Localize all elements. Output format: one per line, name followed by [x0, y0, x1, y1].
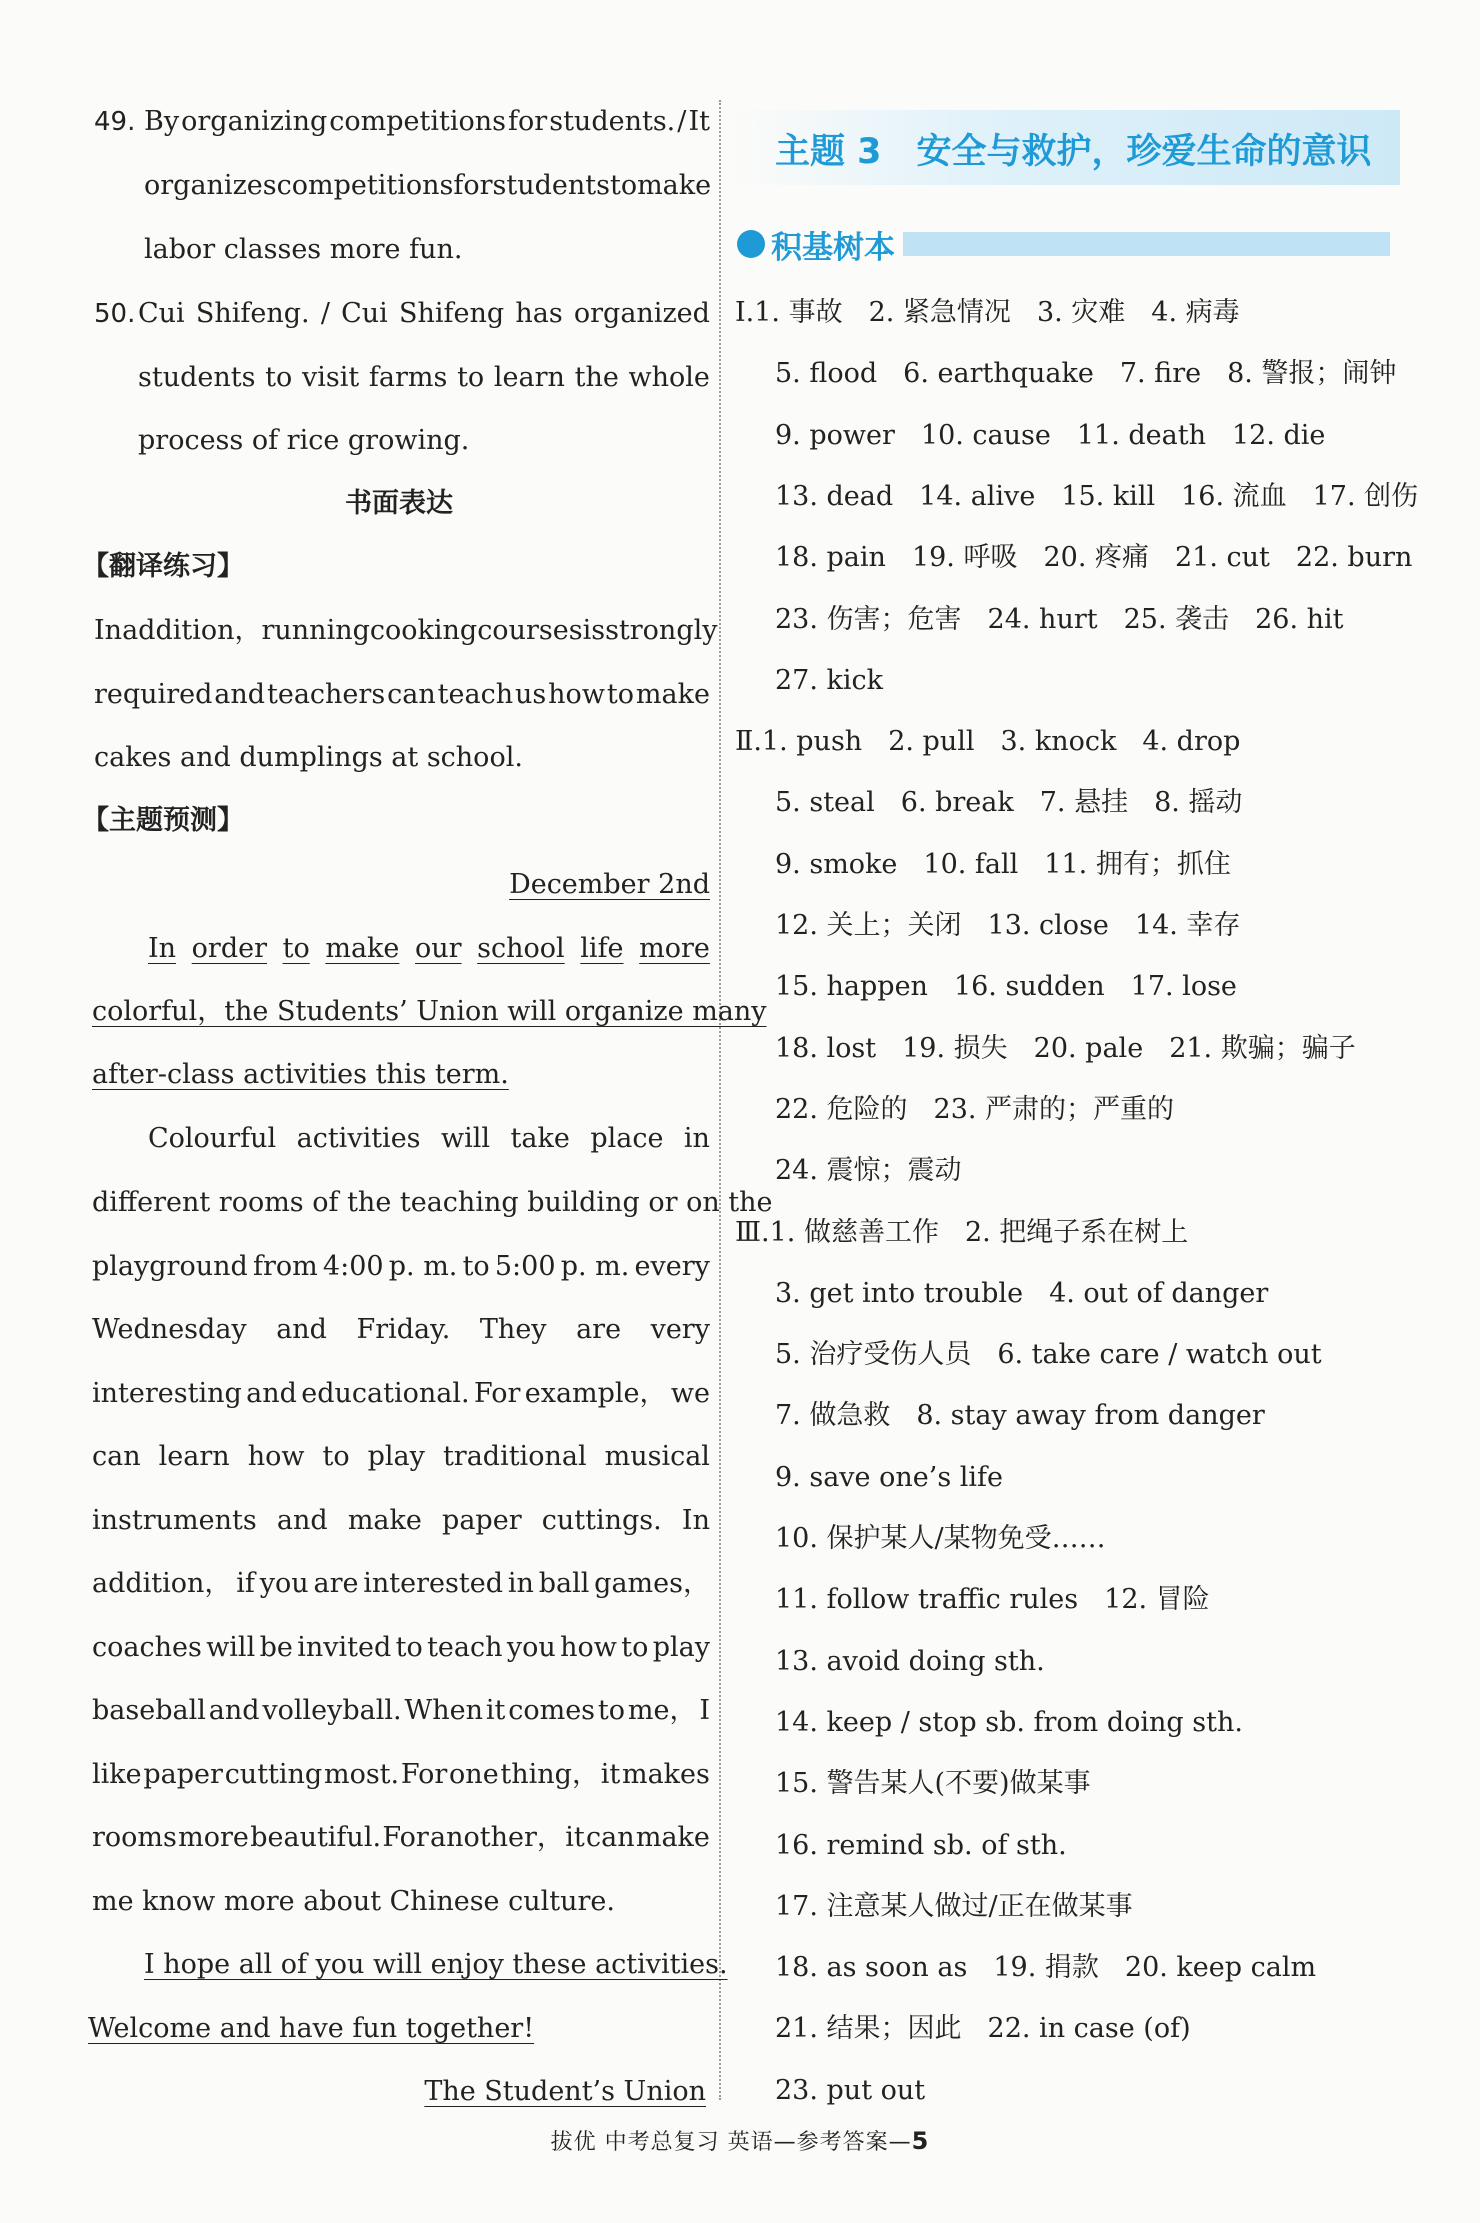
word: addition，running — [122, 615, 370, 646]
answer-item: 2. pull — [888, 726, 975, 757]
answer-row — [775, 1151, 988, 1191]
word: traditional — [442, 1441, 587, 1472]
word: organizes — [144, 170, 277, 201]
word: Colourful — [148, 1123, 277, 1154]
word: educational. — [301, 1378, 470, 1409]
word: be — [259, 1632, 293, 1663]
p1-line-3: after-class activities this term. — [92, 1059, 509, 1090]
answer-item: 18. as soon as — [775, 1952, 968, 1983]
word: strongly — [605, 615, 718, 646]
answer-row — [775, 1703, 1269, 1743]
word: you — [506, 1632, 556, 1663]
word: interesting — [92, 1378, 242, 1409]
prediction-label: 【主题预测】 — [82, 805, 244, 836]
answer-item: 7. fire — [1119, 358, 1202, 389]
word: whole — [628, 362, 710, 393]
word: to — [322, 1441, 350, 1472]
word: coaches — [92, 1632, 202, 1663]
answer-item: 15. 警告某人(不要)做某事 — [775, 1768, 1091, 1799]
word: are — [576, 1314, 622, 1345]
answer-item: 22. 危险的 — [775, 1094, 908, 1125]
answer-row — [775, 2009, 1217, 2049]
word: will — [206, 1632, 256, 1663]
footer-text: 拔优 中考总复习 英语—参考答案— — [550, 2130, 912, 2155]
word: students — [492, 170, 610, 201]
answer-item: 14. keep / stop sb. from doing sth. — [775, 1707, 1243, 1738]
answer-row — [775, 1948, 1342, 1988]
answer-item: 18. lost — [775, 1033, 877, 1064]
word: / — [677, 106, 687, 137]
word: example， — [524, 1378, 667, 1409]
answer-item: 21. 欺骗；骗子 — [1169, 1033, 1356, 1064]
answer-row — [775, 354, 1422, 394]
word: 5:00 — [494, 1251, 556, 1282]
word: every — [634, 1251, 710, 1282]
word: In — [681, 1505, 710, 1536]
answer-row — [775, 1274, 1294, 1314]
answer-item: 2. 把绳子系在树上 — [964, 1217, 1189, 1248]
word: is — [582, 615, 606, 646]
word: can — [387, 679, 436, 710]
word: we — [670, 1378, 710, 1409]
answer-item: 7. 悬挂 — [1039, 787, 1129, 818]
answer-item: 4. drop — [1142, 726, 1241, 757]
answer-row — [775, 1642, 1071, 1682]
answer-item: 13. close — [987, 910, 1109, 941]
word: courses — [477, 615, 583, 646]
answer-item: Ⅰ.1. 事故 — [735, 297, 843, 328]
column-divider — [719, 100, 721, 2100]
answer-item: 4. out of danger — [1049, 1278, 1269, 1309]
answer-item: 26. hit — [1255, 604, 1344, 635]
word: p. m. — [560, 1251, 630, 1282]
answer-item: Ⅲ.1. 做慈善工作 — [735, 1217, 939, 1248]
answer-item: 11. follow traffic rules — [775, 1584, 1079, 1615]
word: teach — [437, 679, 514, 710]
word: It — [688, 106, 710, 137]
word: thing， — [500, 1759, 599, 1790]
word: to — [597, 1695, 626, 1726]
answer-item: 8. 摇动 — [1154, 787, 1243, 818]
letter-date: December 2nd — [509, 869, 710, 900]
page-number: 5 — [911, 2127, 930, 2155]
word: and — [276, 1505, 328, 1536]
word: and — [208, 1695, 260, 1726]
word: make — [637, 170, 712, 201]
word: play — [367, 1441, 425, 1472]
word: Cui — [341, 298, 388, 329]
word: required — [94, 679, 213, 710]
word: play — [652, 1632, 710, 1663]
answer-item: 12. 关上；关闭 — [775, 910, 962, 941]
answer-item: 17. 创伤 — [1312, 481, 1419, 512]
word: Friday. — [356, 1314, 451, 1345]
answer-item: 5. flood — [775, 358, 878, 389]
word: and — [246, 1378, 297, 1409]
word: organizing — [181, 106, 328, 137]
q50-number: 50. — [94, 299, 136, 329]
word: very — [650, 1314, 710, 1345]
answer-item: 21. cut — [1175, 542, 1270, 573]
word: are — [313, 1568, 359, 1599]
answer-item: 6. earthquake — [903, 358, 1094, 389]
translation-line-2 — [94, 675, 710, 715]
answer-row — [735, 293, 1266, 333]
word: in — [507, 1568, 534, 1599]
signature: The Student’s Union — [424, 2076, 706, 2107]
word: more — [639, 933, 710, 964]
section-header — [735, 224, 1390, 264]
answer-row — [775, 600, 1370, 640]
answer-row — [775, 1764, 1117, 1804]
word: Cui — [138, 298, 185, 329]
answer-item: 8. stay away from danger — [916, 1400, 1265, 1431]
p3-line-1: I hope all of you will enjoy these activities. — [144, 1949, 728, 1980]
answer-item: 17. lose — [1130, 971, 1237, 1002]
word: baseball — [92, 1695, 206, 1726]
word: students — [138, 362, 256, 393]
answer-item: 3. knock — [1000, 726, 1117, 757]
answer-row — [735, 722, 1266, 762]
word: and — [276, 1314, 327, 1345]
writing-heading: 书面表达 — [345, 488, 453, 519]
answer-item: 20. keep calm — [1124, 1952, 1317, 1983]
answer-item: 14. 幸存 — [1134, 910, 1241, 941]
word: For — [473, 1378, 521, 1409]
answer-item: 9. save one’s life — [775, 1462, 1003, 1493]
word: teachers — [267, 679, 386, 710]
answer-row — [775, 1029, 1382, 1069]
word: you — [259, 1568, 309, 1599]
word: games， — [594, 1568, 710, 1599]
word: learn — [158, 1441, 230, 1472]
answer-item: 11. 拥有；抓住 — [1044, 849, 1231, 880]
word: For — [382, 1822, 429, 1853]
word: us — [515, 679, 547, 710]
word: teach — [427, 1632, 503, 1663]
q49-number: 49. — [94, 107, 136, 137]
word: more — [178, 1822, 249, 1853]
answer-item: 23. put out — [775, 2075, 926, 2106]
word: farms — [368, 362, 448, 393]
word: will — [441, 1123, 491, 1154]
word: When — [404, 1695, 483, 1726]
word: can — [585, 1822, 635, 1853]
word: can — [92, 1441, 141, 1472]
answer-item: 6. take care / watch out — [997, 1339, 1322, 1370]
answer-item: 5. steal — [775, 787, 875, 818]
section-bullet-icon — [737, 230, 765, 258]
topic-title: 主题 3 安全与救护，珍爱生命的意识 — [775, 132, 1372, 172]
word: For — [400, 1759, 448, 1790]
p2-line-13: me know more about Chinese culture. — [92, 1886, 615, 1917]
answer-item: 16. sudden — [953, 971, 1105, 1002]
word: and — [214, 679, 266, 710]
word: me， — [627, 1695, 697, 1726]
word: In — [148, 933, 177, 964]
answer-item: 17. 注意某人做过/正在做某事 — [775, 1891, 1133, 1922]
answer-row — [775, 1090, 1200, 1130]
answer-row — [775, 1580, 1236, 1620]
word: another， — [430, 1822, 564, 1853]
translation-line-3: cakes and dumplings at school. — [94, 742, 523, 773]
answer-item: 5. 治疗受伤人员 — [775, 1339, 972, 1370]
answer-item: 6. break — [900, 787, 1014, 818]
answer-item: 16. 流血 — [1181, 481, 1287, 512]
word: take — [510, 1123, 570, 1154]
answer-item: 12. die — [1231, 420, 1326, 451]
word: volleyball. — [262, 1695, 402, 1726]
answer-item: 19. 呼吸 — [911, 542, 1018, 573]
answer-row — [775, 477, 1444, 517]
answer-item: 24. 震惊；震动 — [775, 1155, 962, 1186]
answer-item: 21. 结果；因此 — [775, 2013, 962, 2044]
word: interested — [363, 1568, 503, 1599]
word: it — [600, 1759, 621, 1790]
word: activities — [296, 1123, 421, 1154]
p2-line-12 — [92, 1818, 710, 1858]
word: In — [94, 615, 123, 646]
p3-line-2: Welcome and have fun together! — [88, 2013, 535, 2044]
answer-item: 10. 保护某人/某物免受…… — [775, 1523, 1106, 1554]
word: from — [252, 1251, 318, 1282]
word: ball — [538, 1568, 590, 1599]
answer-item: 15. happen — [775, 971, 928, 1002]
q50-line-2 — [138, 358, 710, 398]
page-footer — [0, 2125, 1480, 2156]
answer-row — [775, 416, 1351, 456]
answer-item: 23. 严肃的；严重的 — [933, 1094, 1175, 1125]
answer-item: 3. 灾难 — [1036, 297, 1126, 328]
word: musical — [604, 1441, 710, 1472]
answer-row — [775, 538, 1438, 578]
word: to — [606, 679, 634, 710]
answer-row — [775, 1458, 1029, 1498]
p2-line-11 — [92, 1755, 710, 1795]
answer-row — [775, 783, 1268, 823]
word: if — [236, 1568, 255, 1599]
word: in — [683, 1123, 710, 1154]
word: cooking — [369, 615, 478, 646]
word: p. m. — [388, 1251, 458, 1282]
word: to — [282, 933, 310, 964]
word: most. — [323, 1759, 400, 1790]
word: 4:00 — [322, 1251, 384, 1282]
answer-item: 19. 损失 — [902, 1033, 1008, 1064]
word: order — [191, 933, 268, 964]
word: the — [574, 362, 619, 393]
word: competitions — [329, 106, 506, 137]
answer-item: 3. get into trouble — [775, 1278, 1024, 1309]
word: to — [462, 1251, 490, 1282]
word: competitions — [276, 170, 454, 201]
word: addition， — [92, 1568, 232, 1599]
answer-item: 4. 病毒 — [1151, 297, 1240, 328]
answer-item: 25. 袭击 — [1123, 604, 1230, 635]
word: Wednesday — [92, 1314, 247, 1345]
word: to — [457, 362, 485, 393]
q49-line-2 — [144, 166, 710, 206]
answer-item: 22. burn — [1295, 542, 1413, 573]
p1-line-2: colorful，the Students’ Union will organize many — [92, 996, 767, 1027]
translation-label: 【翻译练习】 — [82, 551, 244, 582]
p2-line-4 — [92, 1310, 710, 1350]
q49-line-1 — [144, 102, 710, 142]
answer-item: 13. dead — [775, 481, 894, 512]
answer-item: 20. 疼痛 — [1043, 542, 1149, 573]
answer-item: 8. 警报；闹钟 — [1227, 358, 1397, 389]
answer-item: 10. fall — [923, 849, 1019, 880]
answer-row — [775, 906, 1266, 946]
word: like — [92, 1759, 142, 1790]
answer-row — [775, 1887, 1159, 1927]
word: to — [395, 1632, 423, 1663]
q49-line-3: labor classes more fun. — [144, 234, 463, 265]
word: it — [485, 1695, 506, 1726]
word: Shifeng — [398, 298, 505, 329]
word: organized — [573, 298, 710, 329]
answer-item: 7. 做急救 — [775, 1400, 891, 1431]
word: playground — [92, 1251, 248, 1282]
word: has — [515, 298, 563, 329]
p2-line-8 — [92, 1564, 710, 1604]
word: visit — [301, 362, 360, 393]
answer-item: 14. alive — [919, 481, 1036, 512]
answer-item: 9. smoke — [775, 849, 898, 880]
answer-item: 22. in case (of) — [987, 2013, 1191, 2044]
answer-item: 27. kick — [775, 665, 883, 696]
q50-line-1 — [138, 294, 710, 334]
answer-row — [775, 845, 1257, 885]
word: make — [347, 1505, 422, 1536]
answer-item: 9. power — [775, 420, 895, 451]
p2-line-3 — [92, 1247, 710, 1287]
p1-line-1 — [148, 929, 710, 969]
word: how — [548, 679, 605, 710]
word: for — [453, 170, 493, 201]
word: for — [508, 106, 548, 137]
word: to — [621, 1632, 649, 1663]
word: to — [609, 170, 638, 201]
answer-row — [775, 967, 1263, 1007]
word: our — [415, 933, 462, 964]
p2-line-1 — [148, 1119, 710, 1159]
answer-row — [775, 1519, 1132, 1559]
answer-item: 11. death — [1076, 420, 1206, 451]
word: one — [449, 1759, 499, 1790]
answer-item: 16. remind sb. of sth. — [775, 1830, 1067, 1861]
answer-item: 12. 冒险 — [1104, 1584, 1210, 1615]
answer-row — [775, 1826, 1093, 1866]
word: how — [247, 1441, 305, 1472]
word: learn — [493, 362, 565, 393]
answer-row — [735, 1213, 1214, 1253]
word: life — [580, 933, 624, 964]
word: paper — [143, 1759, 223, 1790]
answer-item: 18. pain — [775, 542, 886, 573]
answer-item: 24. hurt — [987, 604, 1098, 635]
word: makes — [621, 1759, 710, 1790]
word: rooms — [92, 1822, 177, 1853]
word: comes — [508, 1695, 596, 1726]
section-title: 积基树本 — [771, 222, 903, 267]
word: cuttings. — [541, 1505, 662, 1536]
answer-row — [775, 1335, 1348, 1375]
word: school — [477, 933, 565, 964]
word: By — [144, 106, 180, 137]
answer-item: 15. kill — [1061, 481, 1156, 512]
word: / — [320, 298, 330, 329]
answer-item: 23. 伤害；危害 — [775, 604, 962, 635]
word: Shifeng. — [195, 298, 310, 329]
word: cutting — [224, 1759, 323, 1790]
answer-row — [775, 661, 909, 701]
p2-line-9 — [92, 1628, 710, 1668]
word: I — [699, 1695, 710, 1726]
p2-line-10 — [92, 1691, 710, 1731]
word: beautiful. — [250, 1822, 382, 1853]
word: make — [635, 679, 710, 710]
answer-item: 19. 捐款 — [993, 1952, 1099, 1983]
answer-item: 2. 紧急情况 — [868, 297, 1011, 328]
answer-item: 20. pale — [1033, 1033, 1144, 1064]
answer-item: Ⅱ.1. push — [735, 726, 863, 757]
q50-line-3: process of rice growing. — [138, 425, 470, 456]
word: it — [565, 1822, 585, 1853]
p2-line-2: different rooms of the teaching building or on the — [92, 1187, 773, 1218]
answer-item: 10. cause — [920, 420, 1051, 451]
word: paper — [442, 1505, 522, 1536]
p2-line-5 — [92, 1374, 710, 1414]
word: to — [265, 362, 293, 393]
p2-line-7 — [92, 1501, 710, 1541]
word: place — [590, 1123, 664, 1154]
answer-row — [775, 2071, 951, 2111]
word: They — [479, 1314, 547, 1345]
word: make — [635, 1822, 710, 1853]
word: how — [560, 1632, 617, 1663]
answer-item: 13. avoid doing sth. — [775, 1646, 1045, 1677]
word: instruments — [92, 1505, 257, 1536]
word: students. — [549, 106, 676, 137]
translation-line-1 — [94, 611, 718, 651]
answer-row — [775, 1396, 1291, 1436]
word: make — [325, 933, 400, 964]
p2-line-6 — [92, 1437, 710, 1477]
word: invited — [297, 1632, 392, 1663]
